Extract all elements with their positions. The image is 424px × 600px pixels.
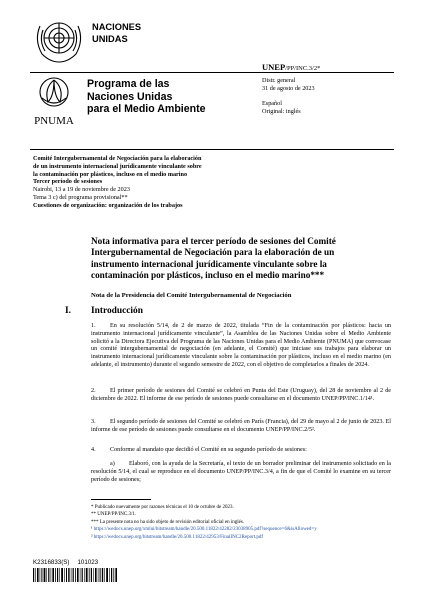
footnotes — [91, 504, 401, 541]
paragraph-number: 1. — [91, 323, 96, 329]
title-line: Intergubernamental de Negociación para la elaboración de un — [91, 247, 335, 258]
language-label: Español — [262, 99, 282, 107]
document-date: 31 de agosto de 2023 — [262, 85, 315, 93]
paragraph-text: Conforme al mandato que decidió el Comité en su segundo período de sesiones: — [110, 447, 307, 453]
original-language: Original: inglés — [262, 108, 301, 116]
footnote — [91, 526, 401, 533]
footnote-link[interactable]: https://wedocs.unep.org/bitstream/handle/20.500.11822/42953/FinalINC2Report.pdf — [93, 534, 264, 540]
paragraph-text: El segundo período de sesiones del Comité se celebró en París (Francia), del 29 de mayo al 2 de junio de 2023. El informe de ese período de sesiones puede consultarse en el documento UNEP/PP/INC.2/5². — [91, 419, 391, 433]
paragraph-3 — [91, 419, 391, 435]
title-line: instrumento internacional jurídicamente vinculante sobre la — [91, 258, 327, 269]
session-label: Tercer período de sesiones — [33, 178, 103, 186]
footnote: * Publicado nuevamente por razones técnicas el 10 de octubre de 2023. — [91, 505, 234, 510]
footer-code — [33, 559, 106, 566]
footnote-link[interactable]: https://wedocs.unep.org/xmlui/bitstream/handle/20.500.11822/42282/23038905.pdf?sequence=6&isAllowed=y — [93, 527, 317, 533]
header-divider — [30, 72, 394, 73]
committee-name: la contaminación por plásticos, incluso en el medio marino — [33, 170, 188, 178]
paragraph-1 — [91, 323, 391, 370]
paragraph-2 — [91, 388, 391, 404]
paragraph-4a — [91, 461, 391, 484]
section-title: Introducción — [91, 306, 143, 316]
document-symbol — [262, 62, 392, 72]
committee-block — [33, 155, 333, 210]
committee-divider — [30, 149, 394, 150]
agenda-topic: Cuestiones de organización: organización de los trabajos — [33, 201, 183, 209]
footnote-number: ¹ — [91, 527, 93, 533]
pnuma-logo-text: PNUMA — [34, 115, 74, 127]
un-name-line: NACIONES — [92, 22, 142, 32]
pnuma-logo-icon — [30, 74, 78, 130]
distribution-meta — [262, 77, 315, 117]
footnote — [91, 534, 401, 541]
paragraph-text: El primer período de sesiones del Comité se celebró en Punta del Este (Uruguay), del 28 de noviembre al 2 de diciembre de 2022. El informe de ese período de sesiones puede consultarse en el documento UNEP/PP/INC.1/14¹. — [91, 388, 391, 402]
distribution-label: Distr. general — [262, 77, 296, 84]
footnote: *** La presente nota no ha sido objeto de revisión editorial oficial en inglés. — [91, 519, 245, 525]
program-title — [87, 78, 206, 116]
program-title-line: Naciones Unidas — [87, 90, 173, 103]
paragraph-number: 3. — [91, 419, 96, 425]
title-line: Nota informativa para el tercer período de sesiones del Comité — [91, 236, 336, 246]
date-code: 101023 — [77, 559, 99, 566]
program-title-line: Programa de las — [87, 78, 170, 90]
barcode-icon — [33, 568, 118, 582]
paragraph-number: 2. — [91, 388, 96, 394]
paragraph-number: 4. — [91, 447, 96, 453]
subparagraph-label: a) — [110, 461, 115, 467]
paragraph-text: Elaboró, con la ayuda de la Secretaría, el texto de un borrador preliminar del instrumento solicitado en la resolución 5/14, el cual se reproduce en el documento UNEP/PP/INC.3/4, a fin de que el Comité lo examine en su tercer período de sesiones; — [91, 461, 391, 483]
footnote: ** UNEP/PP/INC.3/1. — [91, 512, 137, 518]
title-line: contaminación por plásticos, incluso en el medio marino*** — [91, 270, 325, 281]
agenda-item: Tema 3 c) del programa provisional** — [33, 193, 128, 201]
doc-symbol-main: UNEP — [262, 62, 286, 72]
section-number: I. — [65, 306, 71, 316]
session-location: Nairobi, 13 a 19 de noviembre de 2023 — [33, 186, 130, 194]
document-code: K2316833(S) — [33, 559, 70, 566]
document-title — [91, 236, 391, 282]
paragraph-text: En su resolución 5/14, de 2 de marzo de 2022, titulada “Fin de la contaminación por plásticos: hacia un instrumento internacional jurídicamente vinculante”, la Asamblea de las Naciones Unidas sobre el Medio Ambiente solicitó a la Directora Ejecutiva del Programa de las Naciones Unidas para el Medio Ambiente (PNUMA) que convocase un comité intergubernamental de negociación (en adelante, el Comité) que iniciase sus trabajos para elaborar un instrumento internacional jurídicamente vinculante sobre la contaminación por plásticos, incluso en el medio marino (en adelante, el instrumento) durante el segundo semestre de 2022, con el objetivo de completarlos a finales de 2024. — [91, 323, 391, 368]
committee-name: Comité Intergubernamental de Negociación para la elaboración — [33, 155, 202, 162]
program-title-line: para el Medio Ambiente — [87, 103, 206, 115]
footnote-divider — [91, 499, 151, 500]
un-name-line: UNIDAS — [92, 34, 128, 44]
footnote-number: ² — [91, 534, 93, 540]
un-emblem-icon — [30, 14, 88, 66]
committee-name: de un instrumento internacional jurídicamente vinculante sobre — [33, 162, 202, 170]
document-subtitle: Nota de la Presidencia del Comité Intergubernamental de Negociación — [91, 292, 292, 299]
paragraph-4 — [91, 447, 391, 455]
un-name — [92, 21, 141, 45]
doc-symbol-rest: /PP/INC.3/2* — [285, 65, 321, 72]
